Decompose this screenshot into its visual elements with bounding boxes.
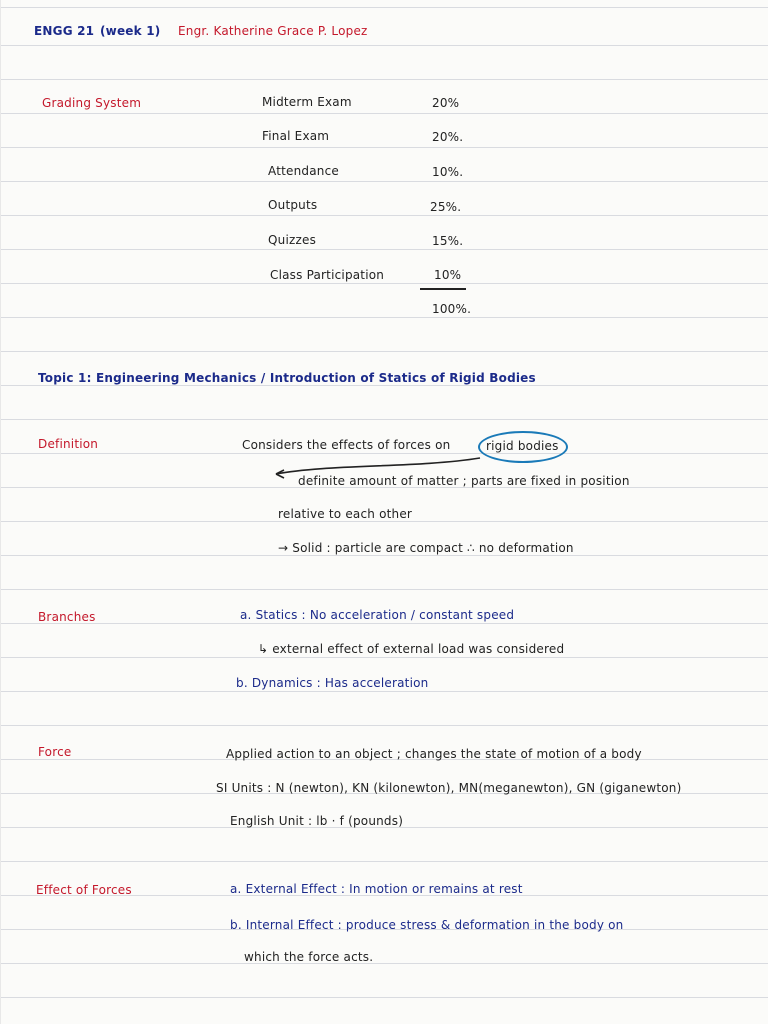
- force-english-unit: English Unit : lb · f (pounds): [230, 814, 404, 828]
- grading-item-value: 25%.: [430, 200, 462, 214]
- grading-item-value: 20%.: [432, 130, 464, 144]
- definition-circled-term: rigid bodies: [486, 439, 559, 453]
- grading-total: 100%.: [432, 302, 472, 316]
- force-label: Force: [38, 745, 72, 759]
- effect-internal: b. Internal Effect : produce stress & deformation in the body on: [230, 918, 624, 932]
- force-si-units: SI Units : N (newton), KN (kilonewton), MN(meganewton), GN (giganewton): [216, 781, 682, 795]
- grading-item-value: 15%.: [432, 234, 464, 248]
- grading-item-name: Midterm Exam: [262, 95, 352, 109]
- sum-underline: [420, 288, 466, 290]
- branches-label: Branches: [38, 610, 96, 624]
- page-edge: [0, 0, 1, 1024]
- definition-label: Definition: [38, 437, 99, 451]
- grading-item-name: Final Exam: [262, 129, 330, 143]
- week-label: (week 1): [100, 24, 161, 38]
- definition-line4: → Solid : particle are compact ∴ no deformation: [278, 541, 574, 555]
- instructor-name: Engr. Katherine Grace P. Lopez: [178, 24, 368, 38]
- grading-item-name: Attendance: [268, 164, 339, 178]
- course-code: ENGG 21: [34, 24, 95, 38]
- grading-item-name: Quizzes: [268, 233, 317, 247]
- effect-internal-cont: which the force acts.: [244, 950, 374, 964]
- topic-heading: Topic 1: Engineering Mechanics / Introduction of Statics of Rigid Bodies: [38, 371, 536, 385]
- grading-item-value: 10%: [434, 268, 462, 282]
- definition-line3: relative to each other: [278, 507, 413, 521]
- branch-dynamics: b. Dynamics : Has acceleration: [236, 676, 429, 690]
- grading-item-name: Outputs: [268, 198, 318, 212]
- effects-label: Effect of Forces: [36, 883, 132, 897]
- grading-item-name: Class Participation: [270, 268, 385, 282]
- force-definition: Applied action to an object ; changes the state of motion of a body: [226, 747, 642, 761]
- definition-line2: definite amount of matter ; parts are fixed in position: [298, 474, 630, 488]
- branch-statics: a. Statics : No acceleration / constant speed: [240, 608, 515, 622]
- grading-item-value: 10%.: [432, 165, 464, 179]
- grading-label: Grading System: [42, 96, 142, 110]
- branch-statics-note: ↳ external effect of external load was considered: [258, 642, 565, 656]
- effect-external: a. External Effect : In motion or remains at rest: [230, 882, 523, 896]
- grading-item-value: 20%: [432, 96, 460, 110]
- definition-line1: Considers the effects of forces on: [242, 438, 451, 452]
